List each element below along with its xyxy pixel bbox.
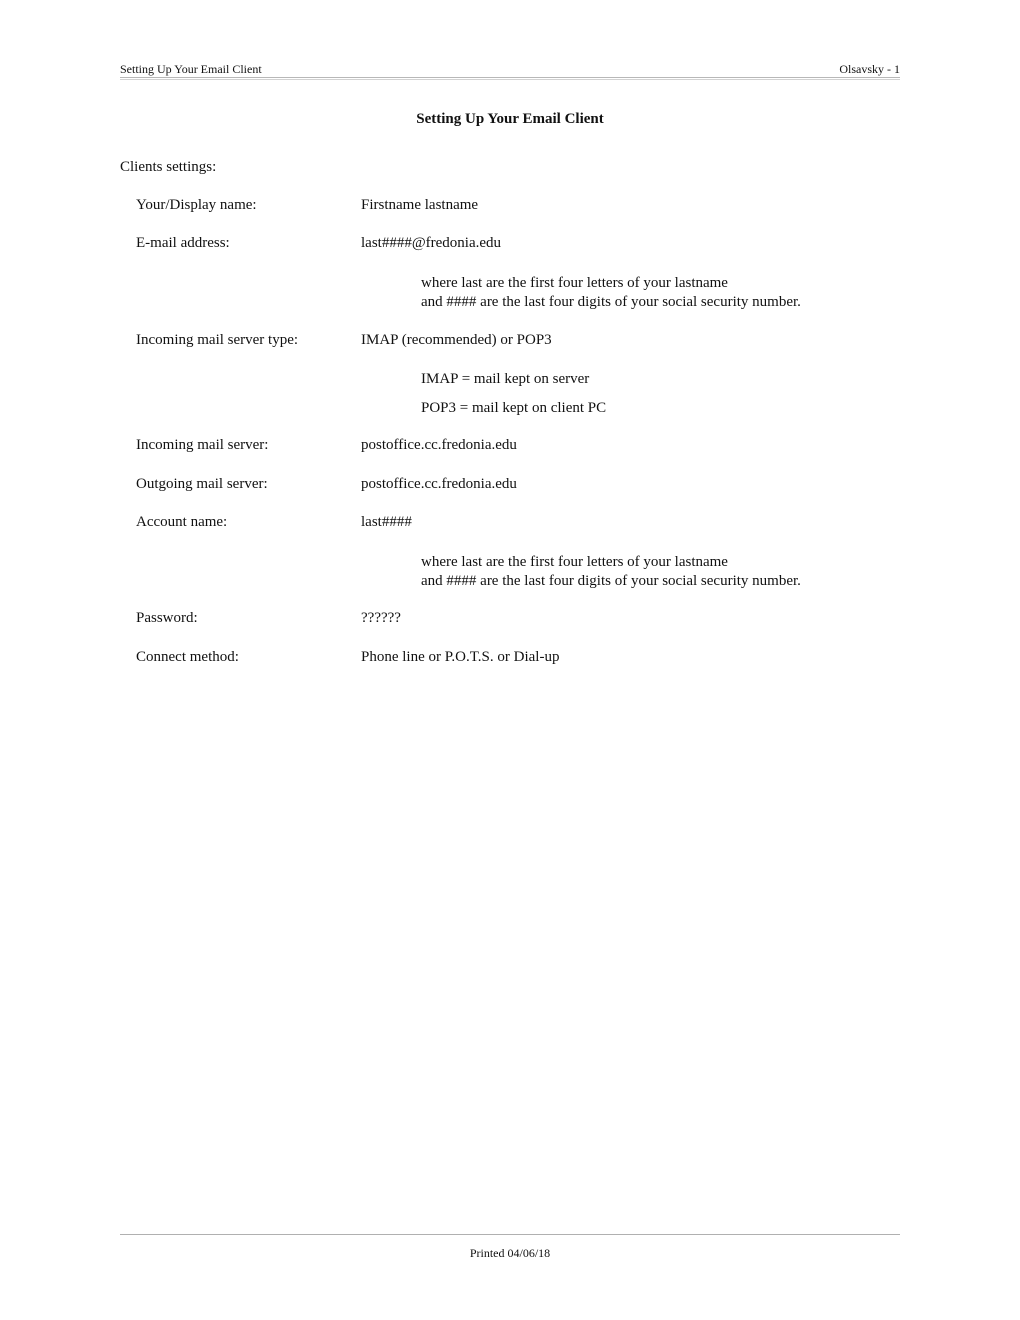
incoming-server-type-value: IMAP (recommended) or POP3	[361, 332, 552, 348]
header-divider	[120, 77, 900, 78]
connect-method-value: Phone line or P.O.T.S. or Dial-up	[361, 649, 560, 665]
email-address-label: E-mail address:	[136, 235, 230, 251]
header-page-number: Olsavsky - 1	[839, 62, 900, 76]
imap-note: IMAP = mail kept on server	[421, 371, 590, 387]
connect-method-label: Connect method:	[136, 649, 239, 665]
incoming-server-type-label: Incoming mail server type:	[136, 332, 299, 348]
footer-divider	[120, 1234, 900, 1235]
account-name-label: Account name:	[136, 514, 228, 530]
email-address-note-2: and #### are the last four digits of your social security number.	[421, 294, 801, 310]
outgoing-server-value: postoffice.cc.fredonia.edu	[361, 476, 517, 492]
section-label: Clients settings:	[120, 159, 217, 175]
email-address-value: last####@fredonia.edu	[361, 235, 502, 251]
pop3-note: POP3 = mail kept on client PC	[421, 400, 607, 416]
incoming-server-value: postoffice.cc.fredonia.edu	[361, 437, 517, 453]
document-title: Setting Up Your Email Client	[416, 111, 604, 127]
email-address-note-1: where last are the first four letters of your lastname	[421, 275, 728, 291]
account-name-note-2: and #### are the last four digits of your social security number.	[421, 573, 801, 589]
header-divider-secondary	[120, 79, 900, 80]
page-header	[120, 62, 900, 78]
password-label: Password:	[136, 610, 198, 626]
header-title: Setting Up Your Email Client	[120, 62, 262, 76]
footer-printed-date: Printed 04/06/18	[469, 1246, 551, 1260]
account-name-note-1: where last are the first four letters of your lastname	[421, 554, 728, 570]
incoming-server-label: Incoming mail server:	[136, 437, 269, 453]
account-name-value: last####	[361, 514, 412, 530]
outgoing-server-label: Outgoing mail server:	[136, 476, 268, 492]
display-name-value: Firstname lastname	[361, 197, 479, 213]
display-name-label: Your/Display name:	[136, 197, 257, 213]
password-value: ??????	[361, 610, 401, 626]
